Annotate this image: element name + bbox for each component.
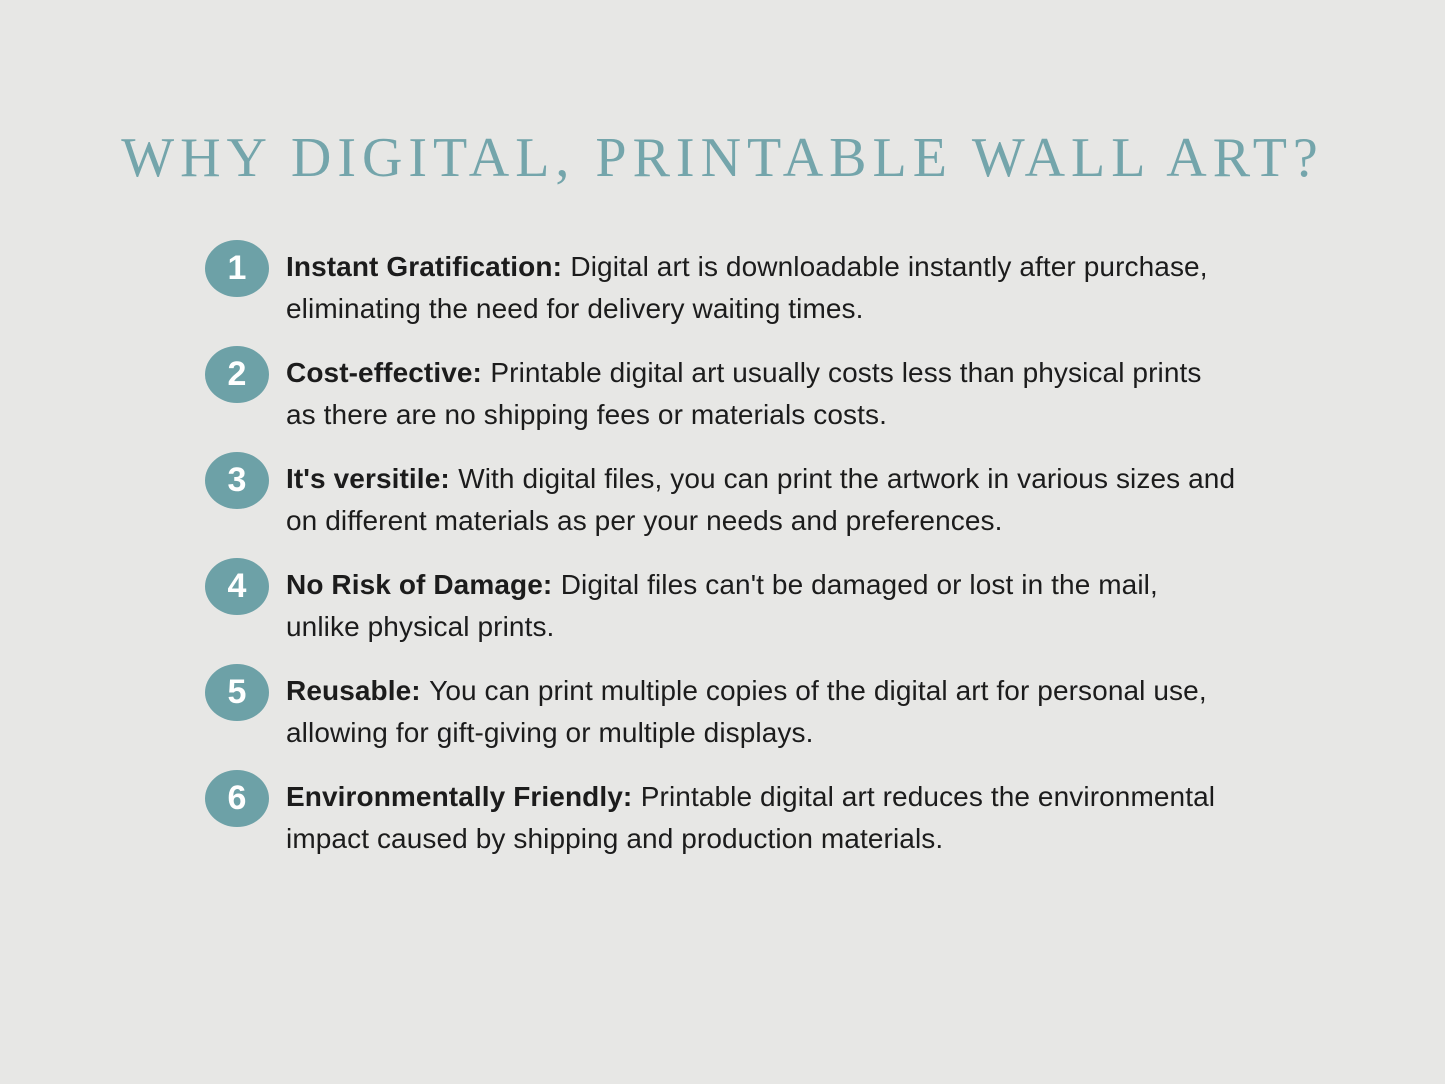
item-lead: No Risk of Damage: [286, 568, 553, 600]
list-item [205, 458, 1305, 542]
item-text [286, 776, 1236, 860]
item-body: Printable digital art reduces the environmental impact caused by shipping and production materials. [286, 780, 1216, 854]
item-number-badge [205, 240, 269, 297]
item-lead: It's versitile: [286, 462, 450, 494]
item-text [286, 670, 1236, 754]
list-item [205, 670, 1305, 754]
item-body: Digital files can't be damaged or lost in the mail, unlike physical prints. [286, 568, 1158, 642]
item-number: 4 [227, 567, 247, 606]
item-number-badge [205, 346, 269, 403]
item-text [286, 564, 1236, 648]
item-body: With digital files, you can print the artwork in various sizes and on different materials as per your needs and preferences. [286, 462, 1236, 536]
list-item [205, 564, 1305, 648]
list-item [205, 246, 1305, 330]
item-number: 2 [227, 355, 247, 394]
item-body: Printable digital art usually costs less than physical prints as there are no shipping fees or materials costs. [286, 356, 1202, 430]
item-lead: Environmentally Friendly: [286, 780, 633, 812]
page-title: WHY DIGITAL, PRINTABLE WALL ART? [121, 127, 1324, 189]
item-number: 5 [227, 673, 247, 712]
list-item [205, 352, 1305, 436]
item-number: 6 [227, 779, 247, 818]
benefits-list [205, 246, 1305, 860]
item-body: You can print multiple copies of the digital art for personal use, allowing for gift-giving or multiple displays. [286, 674, 1207, 748]
item-text [286, 458, 1236, 542]
item-number-badge [205, 558, 269, 615]
item-number: 3 [227, 461, 247, 500]
item-body: Digital art is downloadable instantly after purchase, eliminating the need for delivery waiting times. [286, 250, 1208, 324]
item-number-badge [205, 452, 269, 509]
item-lead: Instant Gratification: [286, 250, 562, 282]
item-number-badge [205, 770, 269, 827]
item-lead: Reusable: [286, 674, 421, 706]
item-number: 1 [227, 249, 247, 288]
item-lead: Cost-effective: [286, 356, 482, 388]
list-item [205, 776, 1305, 860]
item-text [286, 352, 1236, 436]
item-text [286, 246, 1236, 330]
item-number-badge [205, 664, 269, 721]
